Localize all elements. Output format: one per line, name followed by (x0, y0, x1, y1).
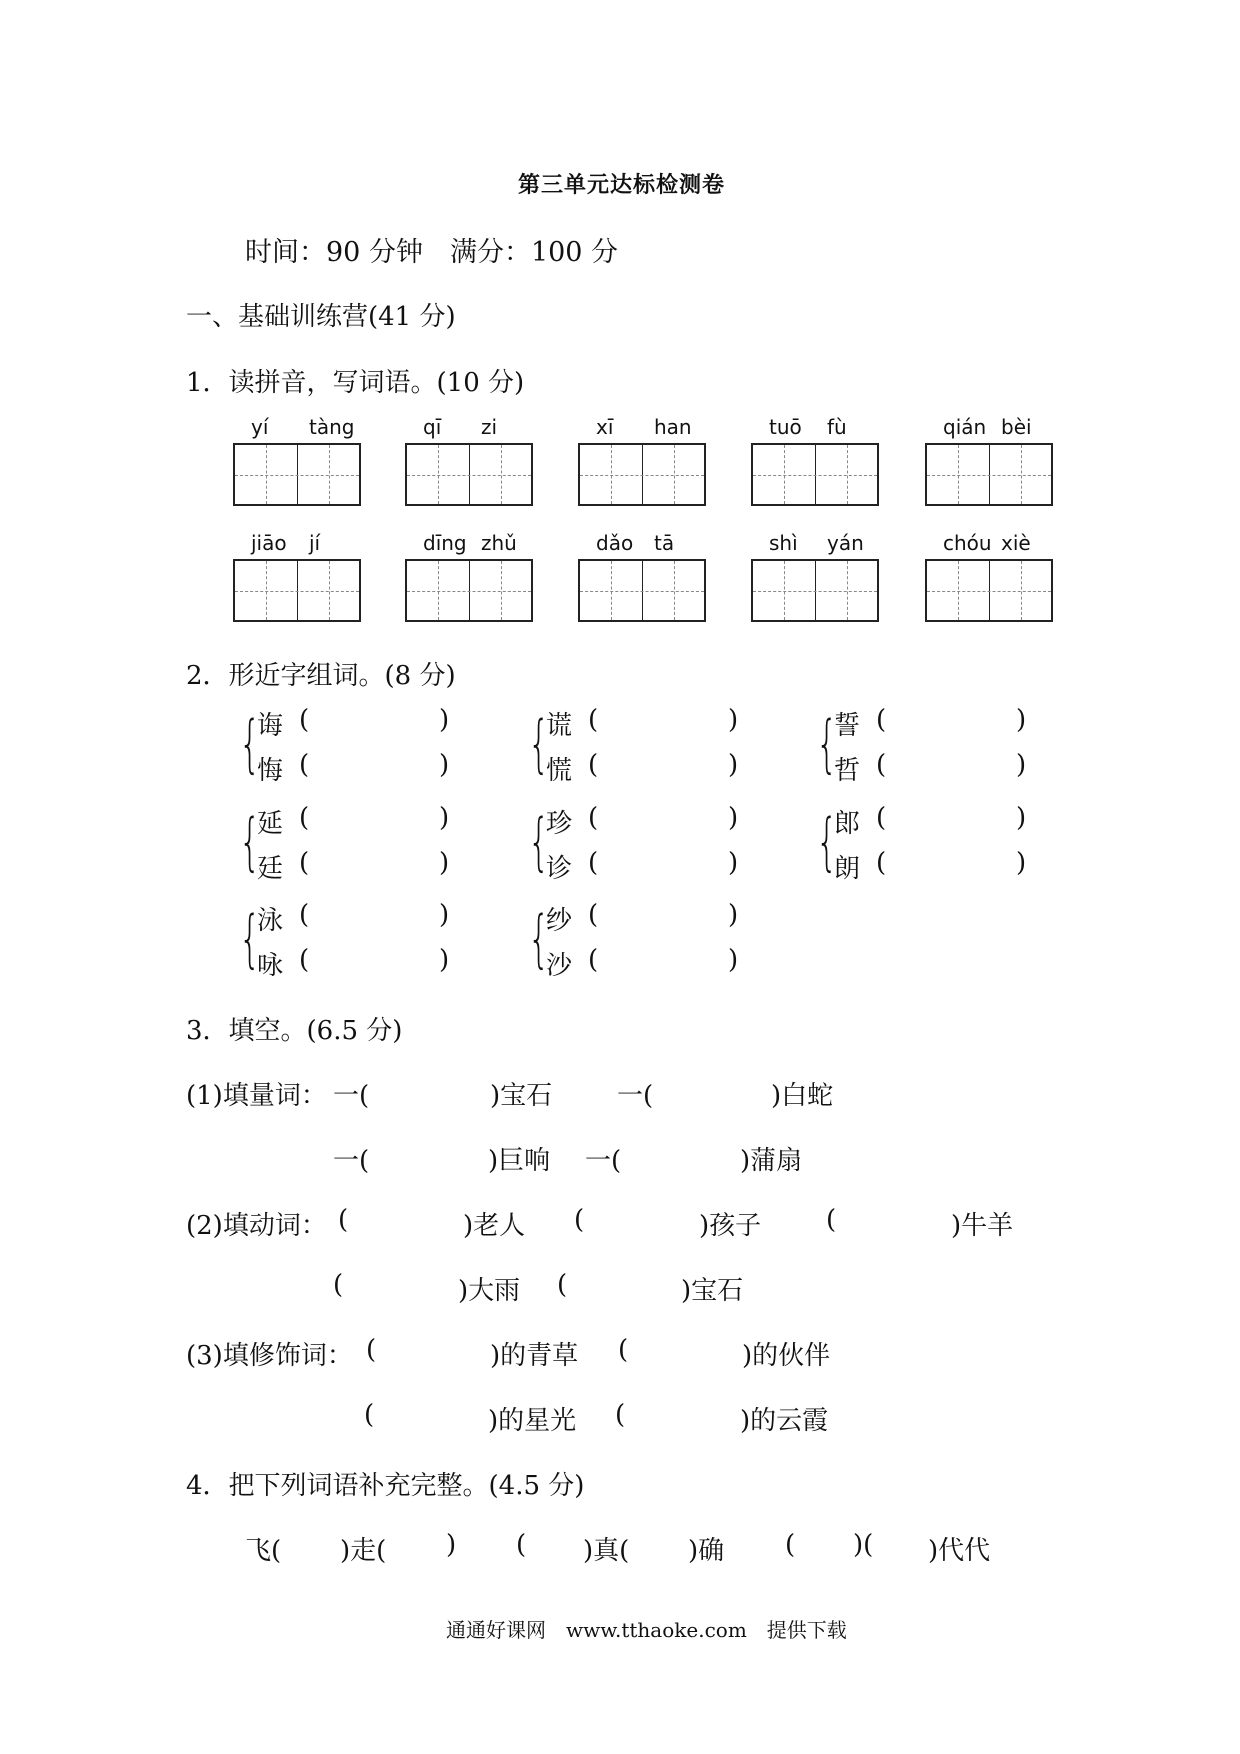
writing-box[interactable] (925, 559, 1053, 622)
brace-icon: { (528, 902, 550, 975)
pinyin-syllable: bèi (1001, 415, 1032, 439)
exam-meta: 时间：90 分钟 满分：100 分 (245, 237, 619, 268)
pinyin-syllable: zhǔ (481, 531, 517, 555)
character: 珍 (546, 809, 573, 839)
writing-box[interactable] (925, 443, 1053, 506)
paren-close: ) (1016, 803, 1027, 833)
brace-icon: { (239, 707, 261, 780)
paren-close: ) (1016, 848, 1027, 878)
question-1-heading: 1．读拼音，写词语。(10 分) (186, 368, 525, 398)
blank-close-text: )巨响 (488, 1146, 551, 1176)
paren-close: ) (1016, 750, 1027, 780)
brace-icon: { (239, 805, 261, 878)
paren-open: ( (299, 750, 310, 780)
pinyin-syllable: jiāo (251, 531, 287, 555)
writing-box[interactable] (578, 559, 706, 622)
blank-open: ( (333, 1270, 344, 1300)
pinyin-syllable: han (654, 415, 692, 439)
blank-open: 一( (333, 1146, 370, 1176)
blank-open: 一( (333, 1081, 370, 1111)
blank-close-text: )的星光 (488, 1406, 577, 1436)
idiom-part: )走( (340, 1536, 387, 1566)
paren-close: ) (439, 848, 450, 878)
pinyin-syllable: tàng (309, 415, 355, 439)
blank-close-text: )牛羊 (951, 1211, 1014, 1241)
paren-close: ) (728, 705, 739, 735)
character: 哲 (834, 756, 861, 786)
writing-box[interactable] (751, 559, 879, 622)
character-pair (528, 900, 812, 990)
character: 廷 (257, 854, 284, 884)
character: 朗 (834, 854, 861, 884)
brace-icon: { (816, 707, 838, 780)
blank-close-text: )宝石 (490, 1081, 553, 1111)
paren-close: ) (728, 945, 739, 975)
idiom-part: ( (785, 1530, 796, 1560)
writing-box[interactable] (405, 559, 533, 622)
writing-box[interactable] (233, 559, 361, 622)
idiom-part: )代代 (928, 1536, 991, 1566)
pinyin-syllable: yán (827, 531, 864, 555)
character-pair (816, 705, 1100, 795)
paren-close: ) (728, 803, 739, 833)
brace-icon: { (528, 707, 550, 780)
pinyin-syllable: tā (654, 531, 675, 555)
paren-open: ( (588, 848, 599, 878)
character: 泳 (257, 906, 284, 936)
paren-open: ( (299, 848, 310, 878)
idiom-part: )确 (688, 1536, 725, 1566)
character-pair (239, 900, 523, 990)
writing-box[interactable] (405, 443, 533, 506)
paren-open: ( (299, 945, 310, 975)
blank-open: ( (574, 1205, 585, 1235)
pinyin-syllable: xī (596, 415, 614, 439)
paren-close: ) (1016, 705, 1027, 735)
character: 悔 (257, 756, 284, 786)
blank-close-text: )蒲扇 (740, 1146, 803, 1176)
paren-open: ( (299, 803, 310, 833)
pinyin-syllable: qī (423, 415, 442, 439)
paren-open: ( (588, 803, 599, 833)
blank-close-text: )的云霞 (740, 1406, 829, 1436)
paren-open: ( (876, 705, 887, 735)
pinyin-syllable: dīng (423, 531, 467, 555)
blank-open: ( (557, 1270, 568, 1300)
q3-verb-label: (2)填动词： (186, 1211, 327, 1241)
paren-open: ( (588, 750, 599, 780)
pinyin-syllable: fù (827, 415, 847, 439)
idiom-part: )( (853, 1530, 874, 1560)
writing-box[interactable] (233, 443, 361, 506)
blank-open: ( (338, 1205, 349, 1235)
pinyin-syllable: chóu (943, 531, 992, 555)
q3-measure-label: (1)填量词： (186, 1081, 327, 1111)
blank-open: ( (615, 1400, 626, 1430)
blank-close-text: )的青草 (490, 1341, 579, 1371)
footer-credit: 通通好课网 www.tthaoke.com 提供下载 (446, 1618, 847, 1642)
question-2-heading: 2．形近字组词。(8 分) (186, 661, 456, 691)
page-title: 第三单元达标检测卷 (518, 172, 726, 198)
character: 纱 (546, 906, 573, 936)
blank-close-text: )大雨 (458, 1276, 521, 1306)
brace-icon: { (528, 805, 550, 878)
blank-close-text: )老人 (463, 1211, 526, 1241)
blank-open: ( (366, 1335, 377, 1365)
paren-close: ) (439, 945, 450, 975)
blank-close-text: )宝石 (681, 1276, 744, 1306)
character: 延 (257, 809, 284, 839)
question-4-heading: 4．把下列词语补充完整。(4.5 分) (186, 1471, 585, 1501)
q3-modifier-label: (3)填修饰词： (186, 1341, 353, 1371)
character-pair (816, 803, 1100, 893)
pinyin-syllable: tuō (769, 415, 802, 439)
pinyin-syllable: zi (481, 415, 498, 439)
idiom-part: ) (446, 1530, 457, 1560)
character: 咏 (257, 951, 284, 981)
character-pair (239, 705, 523, 795)
paren-close: ) (439, 705, 450, 735)
pinyin-syllable: qián (943, 415, 987, 439)
paren-close: ) (439, 900, 450, 930)
character: 沙 (546, 951, 573, 981)
writing-box[interactable] (578, 443, 706, 506)
paren-open: ( (876, 803, 887, 833)
paren-open: ( (588, 945, 599, 975)
pinyin-syllable: yí (251, 415, 269, 439)
blank-open: 一( (585, 1146, 622, 1176)
paren-open: ( (876, 750, 887, 780)
pinyin-syllable: jí (309, 531, 321, 555)
idiom-part: 飞( (245, 1536, 282, 1566)
blank-open: ( (618, 1335, 629, 1365)
paren-close: ) (439, 803, 450, 833)
blank-close-text: )孩子 (699, 1211, 762, 1241)
character-pair (239, 803, 523, 893)
blank-open: 一( (617, 1081, 654, 1111)
paren-close: ) (728, 900, 739, 930)
character: 诲 (257, 711, 284, 741)
paren-open: ( (299, 705, 310, 735)
character: 慌 (546, 756, 573, 786)
pinyin-syllable: shì (769, 531, 798, 555)
paren-open: ( (299, 900, 310, 930)
question-3-heading: 3．填空。(6.5 分) (186, 1016, 403, 1046)
paren-open: ( (588, 900, 599, 930)
character: 诊 (546, 854, 573, 884)
brace-icon: { (816, 805, 838, 878)
paren-open: ( (588, 705, 599, 735)
character: 谎 (546, 711, 573, 741)
idiom-part: ( (516, 1530, 527, 1560)
pinyin-syllable: dǎo (596, 531, 634, 555)
character: 郎 (834, 809, 861, 839)
paren-close: ) (439, 750, 450, 780)
writing-box[interactable] (751, 443, 879, 506)
character: 誓 (834, 711, 861, 741)
section-heading: 一、基础训练营(41 分) (186, 302, 456, 332)
idiom-part: )真( (583, 1536, 630, 1566)
paren-close: ) (728, 750, 739, 780)
blank-close-text: )的伙伴 (742, 1341, 831, 1371)
blank-open: ( (826, 1205, 837, 1235)
character-pair (528, 705, 812, 795)
paren-close: ) (728, 848, 739, 878)
paren-open: ( (876, 848, 887, 878)
brace-icon: { (239, 902, 261, 975)
q3-line-1 (186, 1075, 327, 1112)
blank-close-text: )白蛇 (771, 1081, 834, 1111)
pinyin-syllable: xiè (1001, 531, 1031, 555)
character-pair (528, 803, 812, 893)
blank-open: ( (364, 1400, 375, 1430)
